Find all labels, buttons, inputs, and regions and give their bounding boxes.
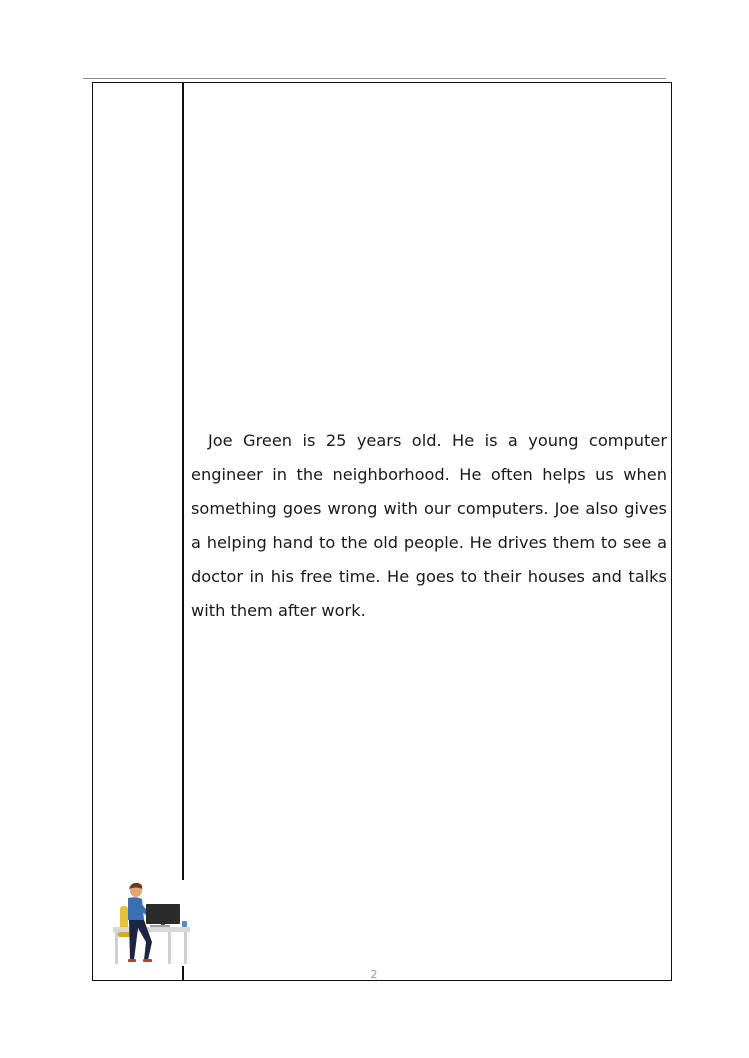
header-rule xyxy=(83,78,666,79)
reading-passage: Joe Green is 25 years old. He is a young computer engineer in the neighborhood. He often helps us when something goes wrong with our computers. Joe also gives a helping hand to the old people. He drives them to see a doctor in his free time. He goes to their houses and talks with them after work. xyxy=(191,431,667,620)
page-number: 2 xyxy=(370,968,378,981)
column-divider xyxy=(182,82,184,981)
man-at-computer-desk-icon xyxy=(110,880,192,966)
